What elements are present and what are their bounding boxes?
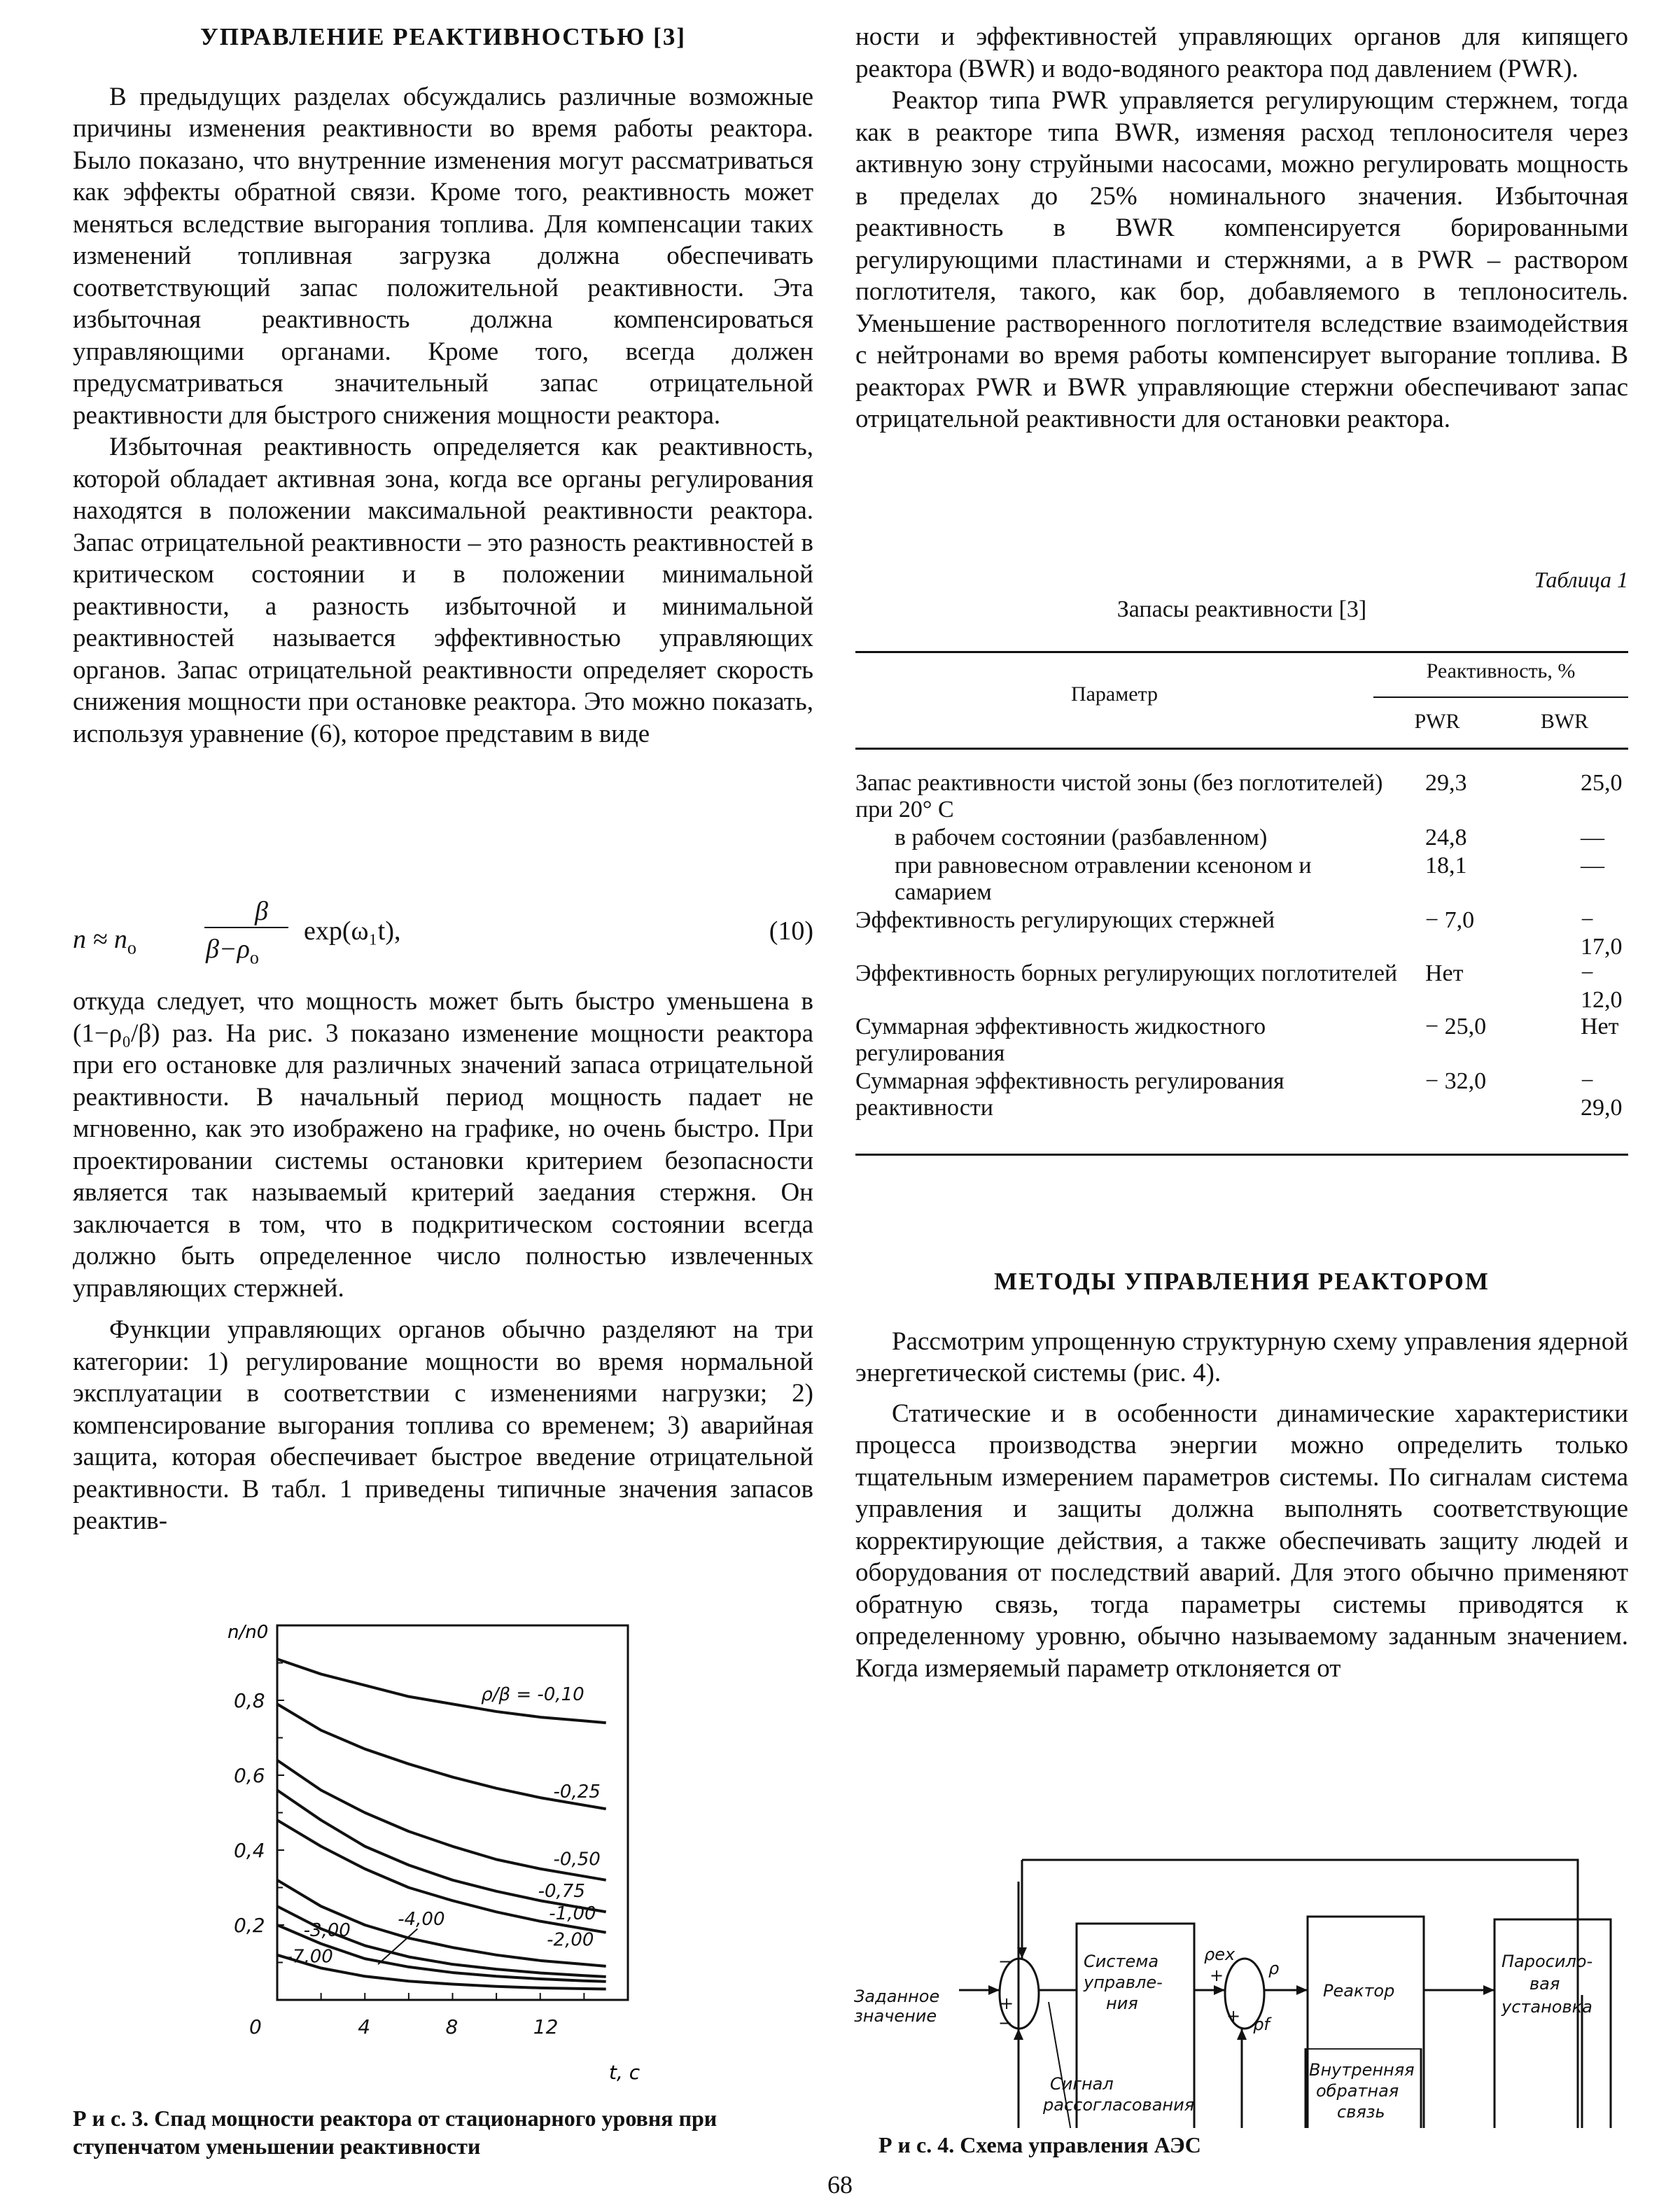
table-title: Запасы реактивности [3]: [1116, 596, 1367, 622]
cell-parameter: Эффективность борных регулирующих поглотителей: [855, 960, 1398, 986]
figure-4-diagram: [840, 1736, 1680, 2128]
x-tick-label: 8: [445, 2015, 458, 2038]
series-label: -7,00: [286, 1946, 333, 1968]
table-row: [855, 960, 1628, 1014]
equation-number: (10): [769, 916, 813, 946]
plus-sign: +: [1210, 1966, 1224, 1985]
table-row: [855, 825, 1628, 853]
table-top-rule: [855, 651, 1628, 653]
series-label: -0,75: [538, 1880, 585, 1902]
x-axis-label: t, c: [609, 2061, 640, 2084]
eq-lhs: [73, 924, 136, 959]
fraction-bar: [204, 927, 288, 928]
block-label: Система: [1084, 1952, 1159, 1971]
series-label: -1,00: [549, 1903, 596, 1924]
figure-3-chart: [210, 1603, 658, 2093]
eq-sub: o: [127, 937, 136, 958]
x-tick-label: 4: [358, 2015, 371, 2038]
cell-bwr: − 29,0: [1581, 1068, 1623, 1121]
paragraph: Функции управляющих органов обычно разделяют на три категории: 1) регулирование мощности во время нормальной эксплуатации в соответствии с изменениями нагрузки; 2) компенсирование выгорания топлива со временем; 3) аварийная защита, которая обеспечивает быстрое введение отрицательной реактивности. В табл. 1 приведены типичные значения запасов реактив-: [73, 1315, 813, 1535]
cell-parameter: Эффективность регулирующих стержней: [855, 907, 1275, 933]
table-body: [855, 770, 1628, 1123]
table-header-rule: [855, 748, 1628, 750]
arrow-icon: [1296, 1985, 1308, 1995]
block-steam-plant: [1494, 1919, 1611, 2128]
reactivity-table: [855, 770, 1628, 1123]
series-label: -2,00: [547, 1929, 594, 1951]
series-label: -4,00: [398, 1909, 445, 1930]
table-row: [855, 1068, 1628, 1123]
cell-bwr: Нет: [1581, 1014, 1619, 1040]
header-param: Параметр: [1070, 682, 1158, 706]
right-column-section2: [855, 1266, 1628, 1684]
paragraph: Избыточная реактивность определяется как реактивность, которой обладает активная зона, когда все органы регулирования находятся в положении максимальной реактивности реактора. Запас отрицательной реактивности – это разность реактивностей в критическом состоянии и в положении минимальной реактивности, а разность избыточной и минимальной реактивностей называется эффективностью управляющих органов. Запас отрицательной реактивности определяет скорость снижения мощности при остановке реактора. Это можно показать, используя уравнение (6), которое представим в виде: [73, 433, 813, 748]
left-column: [73, 21, 813, 750]
x-tick-label: 12: [533, 2015, 559, 2038]
figure-4-caption: Р и с. 4. Схема управления АЭС: [878, 2132, 1201, 2157]
header-group: Реактивность, %: [1426, 659, 1576, 682]
cell-parameter: в рабочем состоянии (разбавленном): [895, 825, 1268, 850]
arrow-icon: [988, 1985, 1000, 1995]
y-tick-label: 0,4: [234, 1839, 265, 1862]
paragraph: В предыдущих разделах обсуждались различные возможные причины изменения реактивности во время работы реактора. Было показано, что внутренние изменения могут рассматриваться как эффекты обратной связи. Кроме того, реактивность может меняться вследствие выгорания топлива. Для компенсации таких изменений топливная загрузка должна обеспечивать соответствующий запас положительной реактивности. Эта избыточная реактивность должна компенсироваться управляющими органами. Кроме того, всегда должен предусматриваться значительный запас отрицательной реактивности для быстрого снижения мощности реактора.: [73, 82, 813, 430]
page-number: 68: [827, 2171, 853, 2199]
rho-f-label: ρf: [1253, 2015, 1270, 2034]
cell-pwr: 29,3: [1425, 770, 1467, 796]
table-bottom-rule: [855, 1154, 1628, 1156]
error-signal-label: Сигнал: [1050, 2074, 1114, 2094]
arrow-icon: [1483, 1985, 1494, 1995]
minus-sign: −: [998, 2013, 1013, 2033]
block-label: управле-: [1084, 1973, 1163, 1992]
cell-pwr: 24,8: [1425, 825, 1467, 850]
rho-label: ρ: [1268, 1959, 1280, 1978]
eq-rhs: exp(ω₁t),: [304, 916, 401, 946]
eq-den-text: β−ρ: [206, 934, 250, 964]
setpoint-label: значение: [854, 2006, 937, 2026]
right-column: [855, 21, 1628, 435]
rho-ex-label: ρex: [1204, 1945, 1236, 1964]
cell-bwr: − 17,0: [1581, 907, 1623, 960]
paragraph: откуда следует, что мощность может быть быстро уменьшена в (1−ρ₀/β) раз. На рис. 3 показано изменение мощности реактора при его остановке для различных значений запаса отрицательной реактивности. В начальный период мощность падает не мгновенно, как это изображено на графике, но очень быстро. При проектировании системы остановки критерием безопасности является так называемый критерий заедания стержня. Он заключается в том, что в подкритическом состоянии всегда должно быть определенное число полностью извлеченных управляющих стержней.: [73, 987, 813, 1303]
paragraph: Рассмотрим упрощенную структурную схему управления ядерной энергетической системы (рис. 4).: [855, 1326, 1628, 1387]
cell-bwr: —: [1581, 853, 1604, 878]
eq-denominator: [206, 934, 259, 969]
plus-sign: +: [1000, 1994, 1014, 2013]
cell-pwr: − 25,0: [1425, 1014, 1487, 1040]
series-label: ρ/β = -0,10: [481, 1684, 584, 1705]
y-tick-label: 0,2: [234, 1914, 265, 1937]
col-header-pwr: PWR: [1414, 710, 1460, 733]
table-row: [855, 1014, 1628, 1068]
x-tick-label: 0: [249, 2015, 262, 2038]
paragraph: Статические и в особенности динамические характеристики процесса производства энергии можно определить только тщательным измерением параметров системы. По сигналам система управления и защиты должна выполнять соответствующие корректирующие действия, а также обеспечивать защиту людей и оборудования от последствий аварий. Для этого обычно применяют обратную связь, тогда параметры системы приводятся к определенному уровню, обычно называемому заданным значением. Когда измеряемый параметр отклоняется от: [855, 1399, 1628, 1683]
section-heading: МЕТОДЫ УПРАВЛЕНИЯ РЕАКТОРОМ: [994, 1268, 1490, 1295]
y-axis-label: n/n0: [227, 1622, 269, 1643]
block-label: ния: [1106, 1994, 1138, 2013]
block-label: обратная: [1316, 2081, 1399, 2101]
internal-feedback-line: [1242, 2029, 1306, 2128]
table-row: [855, 907, 1628, 960]
table-row: [855, 770, 1628, 825]
cell-pwr: 18,1: [1425, 853, 1467, 878]
cell-pwr: Нет: [1425, 960, 1464, 986]
cell-parameter: Запас реактивности чистой зоны (без поглотителей) при 20° С: [855, 770, 1383, 822]
section-heading: УПРАВЛЕНИЕ РЕАКТИВНОСТЬЮ [3]: [200, 23, 686, 50]
series-label: -0,50: [553, 1849, 601, 1870]
cell-pwr: − 32,0: [1425, 1068, 1487, 1094]
paragraph: ности и эффективностей управляющих органов для кипящего реактора (BWR) и водо-водяного реактора под давлением (PWR).: [855, 22, 1628, 83]
cell-parameter: Суммарная эффективность жидкостного регулирования: [855, 1014, 1266, 1066]
y-tick-label: 0,6: [234, 1764, 265, 1787]
paragraph: Реактор типа PWR управляется регулирующим стержнем, тогда как в реакторе типа BWR, изменяя расход теплоносителя через активную зону струйными насосами, можно регулировать мощность в пределах до 25% номинального значения. Избыточная реактивность в BWR компенсируется борированными регулирующими пластинами и стержнями, а в PWR – раствором поглотителя, такого, как бор, добавляемого в теплоноситель. Уменьшение растворенного поглотителя вследствие взаимодействия с нейтронами во время работы компенсирует выгорание топлива. В реакторах PWR и BWR управляющие стержни обеспечивают запас отрицательной реактивности для остановки реактора.: [855, 86, 1628, 433]
minus-sign: −: [998, 1952, 1013, 1971]
series-label: -0,25: [553, 1782, 601, 1803]
y-tick-label: 0,8: [234, 1689, 265, 1712]
block-label: Внутренняя: [1309, 2060, 1415, 2080]
series-label: -3,00: [303, 1920, 351, 1942]
equation-10: [73, 896, 813, 987]
arrow-icon: [1014, 2029, 1023, 2040]
arrow-icon: [1214, 1985, 1225, 1995]
table-label: Таблица 1: [1534, 567, 1628, 592]
eq-den-sub: o: [249, 947, 259, 968]
cell-parameter: Суммарная эффективность регулирования реактивности: [855, 1068, 1284, 1121]
cell-parameter: при равновесном отравлении ксеноном и самарием: [895, 853, 1312, 905]
block-label: связь: [1337, 2102, 1385, 2122]
cell-pwr: − 7,0: [1425, 907, 1475, 933]
table-row: [855, 853, 1628, 907]
col-header-bwr: BWR: [1540, 710, 1589, 733]
cell-bwr: —: [1581, 825, 1604, 850]
block-label: Паросило-: [1502, 1952, 1593, 1971]
left-column-continued: [73, 986, 813, 1537]
eq-numerator: β: [255, 897, 268, 926]
arrow-icon: [1237, 2029, 1247, 2040]
block-label: установка: [1502, 1997, 1592, 2017]
plus-sign: +: [1226, 2006, 1241, 2026]
cell-bwr: − 12,0: [1581, 960, 1623, 1013]
block-label: вая: [1530, 1974, 1560, 1994]
eq-lhs-text: n ≈ n: [73, 925, 127, 954]
cell-bwr: 25,0: [1581, 770, 1623, 796]
setpoint-label: Заданное: [854, 1987, 940, 2006]
header-group-rule: [1373, 696, 1628, 698]
figure-3-caption: Р и с. 3. Спад мощности реактора от стационарного уровня при ступенчатом уменьшении реактивности: [73, 2106, 718, 2159]
block-label: Реактор: [1323, 1981, 1395, 2001]
error-signal-label: рассогласования: [1043, 2095, 1195, 2115]
